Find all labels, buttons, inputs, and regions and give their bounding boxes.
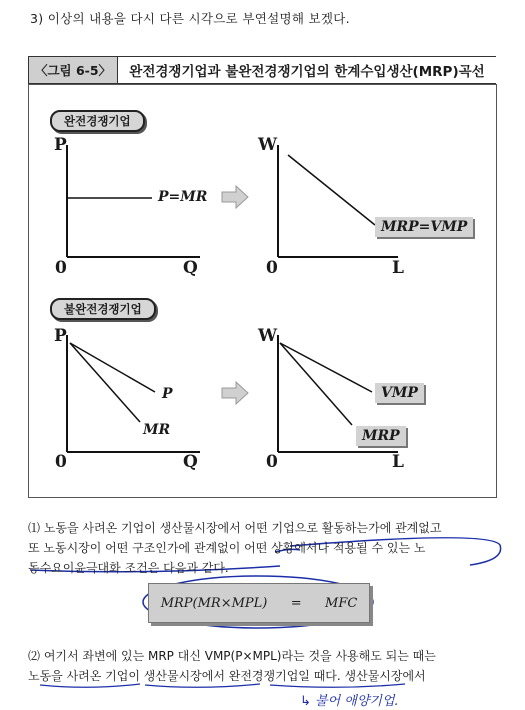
paragraph-1-line-1: ⑴ 노동을 사려온 기업이 생산물시장에서 어떤 기업으로 활동하는가에 관계없고 [28, 521, 442, 535]
bottom-left-axes [67, 335, 200, 452]
top-right-origin: 0 [266, 258, 278, 278]
bottom-left-origin: 0 [55, 452, 67, 472]
tag-perfect-competition: 완전경쟁기업 [50, 110, 145, 132]
bottom-right-x-label: L [392, 452, 404, 472]
figure-title: 완전경쟁기업과 불완전경쟁기업의 한계수입생산(MRP)곡선 [118, 56, 496, 84]
equation-lhs: MRP(MR×MPL) [160, 595, 268, 611]
top-right-x-label: L [392, 258, 404, 278]
figure-number: 〈그림 6-5〉 [28, 56, 118, 84]
top-left-curve-label: P=MR [158, 189, 208, 205]
p-demand-line [70, 343, 155, 392]
intro-line: 3) 이상의 내용을 다시 다른 시각으로 부연설명해 보겠다. [30, 11, 350, 26]
top-left-x-label: Q [183, 258, 198, 278]
vmp-line [280, 343, 372, 392]
paragraph-1-line-3: 동수요이윤극대화 조건은 다음과 같다. [28, 561, 229, 575]
top-right-y-label: W [258, 135, 278, 155]
tag-imperfect-competition: 불완전경쟁기업 [50, 298, 156, 320]
paragraph-2-line-2: 노동을 사려온 기업이 생산물시장에서 완전경쟁기업일 때다. 생산물시장에서 [28, 669, 426, 683]
bottom-right-origin: 0 [266, 452, 278, 472]
equation-rhs: MFC [325, 595, 358, 611]
top-right-curve-label: MRP=VMP [375, 217, 473, 237]
paragraph-1-line-2: 또 노동시장이 어떤 구조인가에 관계없이 어떤 상황에서나 적용될 수 있는 노 [28, 541, 426, 555]
bottom-left-p-label: P [162, 386, 173, 402]
handwritten-note: ↳ 불어 애양기업. [300, 694, 399, 709]
top-right-axes [278, 145, 398, 257]
equation-equals: = [290, 595, 302, 611]
bottom-left-mr-label: MR [143, 422, 171, 438]
arrow-bottom [222, 382, 248, 404]
equation-box [148, 583, 370, 623]
paragraph-1 [28, 518, 498, 578]
arrow-top [222, 186, 248, 208]
top-left-origin: 0 [55, 258, 67, 278]
mrp-line [280, 343, 352, 425]
bottom-left-y-label: P [54, 326, 67, 346]
bottom-right-mrp-label: MRP [356, 426, 406, 446]
bottom-right-vmp-label: VMP [375, 383, 424, 403]
mr-line [70, 343, 140, 422]
paragraph-2 [28, 646, 498, 686]
bottom-left-x-label: Q [183, 452, 198, 472]
paragraph-2-line-1: ⑵ 여기서 좌변에 있는 MRP 대신 VMP(P×MPL)라는 것을 사용해도 되는 때는 [28, 649, 436, 663]
bottom-right-y-label: W [258, 326, 278, 346]
mrp-vmp-line [288, 155, 375, 225]
top-left-y-label: P [54, 135, 67, 155]
